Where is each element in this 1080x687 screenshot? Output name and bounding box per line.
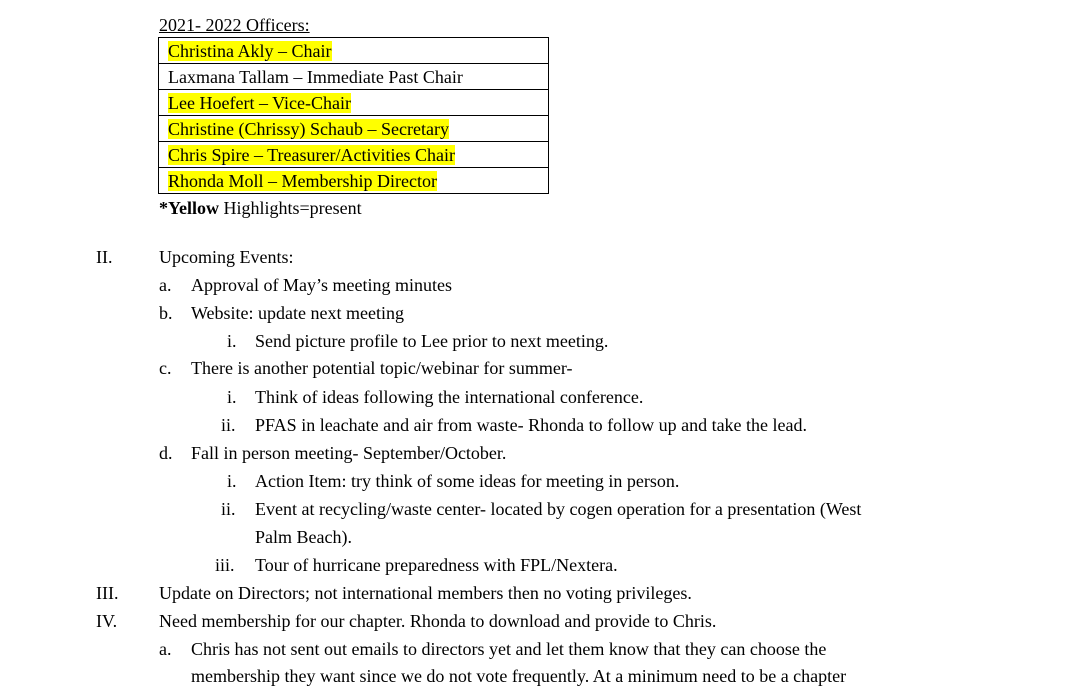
list-item: Fall in person meeting- September/October. xyxy=(191,443,507,463)
list-item: Send picture profile to Lee prior to next meeting. xyxy=(255,331,609,351)
table-row xyxy=(159,90,549,116)
table-row xyxy=(159,64,549,90)
list-item: Chris has not sent out emails to directors yet and let them know that they can choose the xyxy=(191,639,827,659)
list-item: There is another potential topic/webinar for summer- xyxy=(191,358,573,378)
officer-cell xyxy=(159,116,549,142)
table-row xyxy=(159,116,549,142)
list-item: PFAS in leachate and air from waste- Rhonda to follow up and take the lead. xyxy=(255,415,808,435)
list-item: Action Item: try think of some ideas for meeting in person. xyxy=(255,471,680,491)
officer-past-chair: Laxmana Tallam – Immediate Past Chair xyxy=(168,66,463,87)
list-marker: i. xyxy=(227,387,237,407)
section-number: IV. xyxy=(96,611,118,631)
section-title: Update on Directors; not international members then no voting privileges. xyxy=(159,583,692,603)
officer-cell xyxy=(159,142,549,168)
officers-heading: 2021- 2022 Officers: xyxy=(159,15,310,35)
officer-cell xyxy=(159,90,549,116)
list-marker: ii. xyxy=(221,499,236,519)
officer-chair: Christina Akly – Chair xyxy=(168,40,332,61)
highlight-note-star: *Yellow xyxy=(159,198,219,218)
list-item-continuation: membership they want since we do not vote frequently. At a minimum need to be a chapter xyxy=(191,666,847,686)
officer-cell xyxy=(159,168,549,194)
officer-vice-chair: Lee Hoefert – Vice-Chair xyxy=(168,92,351,113)
officer-cell xyxy=(159,64,549,90)
list-marker: a. xyxy=(159,639,172,659)
list-marker: iii. xyxy=(215,555,235,575)
officer-treasurer: Chris Spire – Treasurer/Activities Chair xyxy=(168,144,455,165)
table-row xyxy=(159,142,549,168)
table-row xyxy=(159,38,549,64)
list-marker: b. xyxy=(159,303,173,323)
list-item: Approval of May’s meeting minutes xyxy=(191,275,452,295)
highlight-note-rest: Highlights=present xyxy=(219,198,362,218)
list-item: Tour of hurricane preparedness with FPL/Nextera. xyxy=(255,555,618,575)
list-marker: i. xyxy=(227,331,237,351)
section-title: Need membership for our chapter. Rhonda to download and provide to Chris. xyxy=(159,611,717,631)
list-item: Think of ideas following the international conference. xyxy=(255,387,644,407)
officer-cell xyxy=(159,38,549,64)
list-marker: ii. xyxy=(221,415,236,435)
officers-table xyxy=(158,37,549,194)
section-number: III. xyxy=(96,583,119,603)
officer-secretary: Christine (Chrissy) Schaub – Secretary xyxy=(168,118,449,139)
officer-membership-director: Rhonda Moll – Membership Director xyxy=(168,170,437,191)
section-title: Upcoming Events: xyxy=(159,247,294,267)
list-marker: i. xyxy=(227,471,237,491)
list-marker: d. xyxy=(159,443,173,463)
list-item-continuation: Palm Beach). xyxy=(255,527,352,547)
list-marker: a. xyxy=(159,275,172,295)
section-number: II. xyxy=(96,247,113,267)
highlight-note xyxy=(159,197,362,219)
list-item: Website: update next meeting xyxy=(191,303,404,323)
table-row xyxy=(159,168,549,194)
list-item: Event at recycling/waste center- located by cogen operation for a presentation (West xyxy=(255,499,862,519)
list-marker: c. xyxy=(159,358,172,378)
